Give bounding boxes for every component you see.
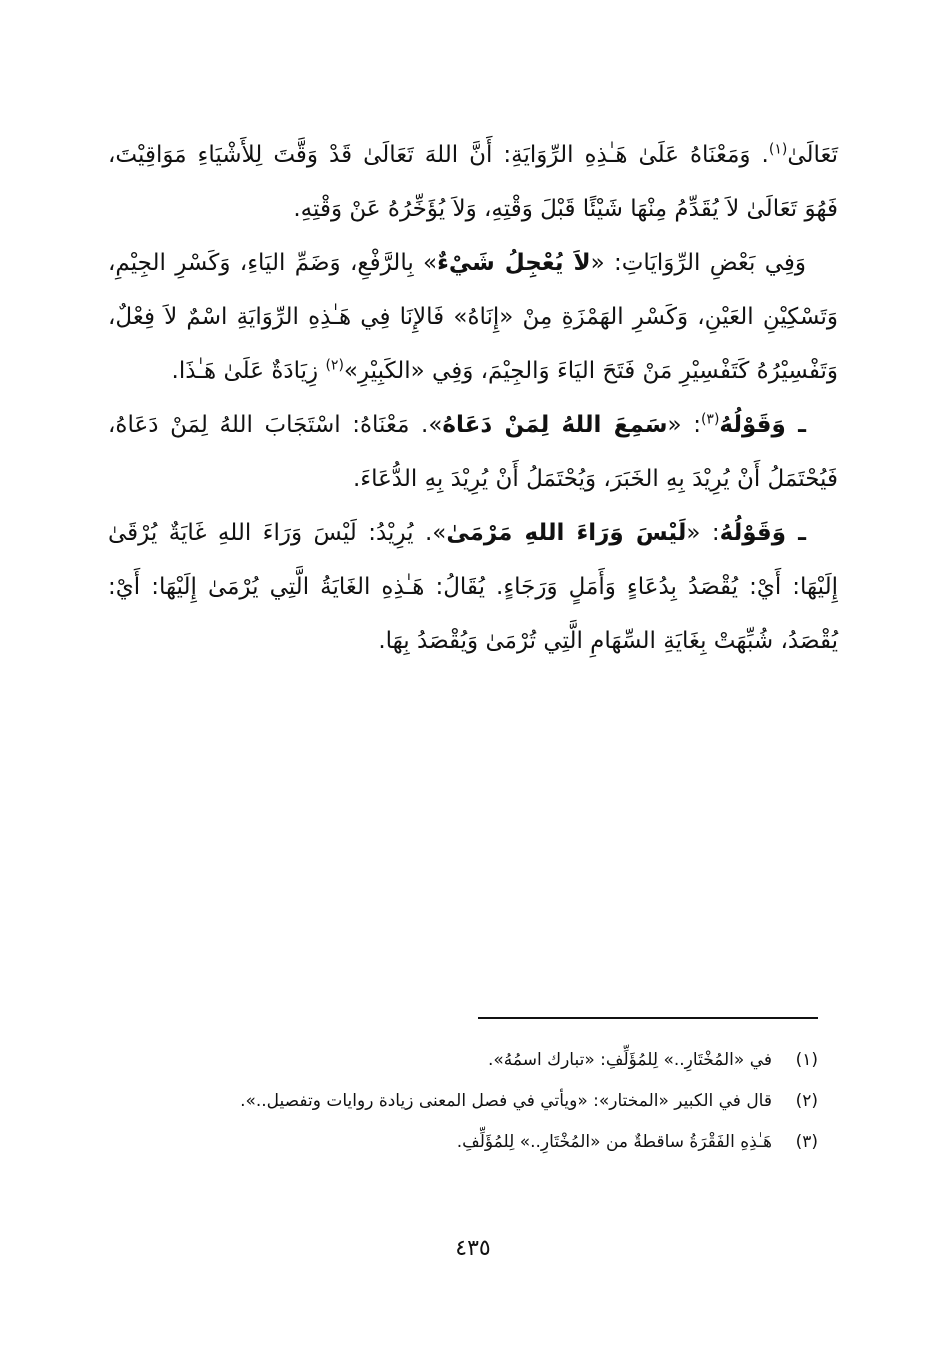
paragraph-1: [108, 128, 838, 236]
page-number: ٤٣٥: [455, 1236, 491, 1261]
footnote-number: (٢): [795, 1091, 818, 1111]
footnote-ref-2: (٢): [325, 357, 344, 374]
paragraph-1-start: تَعَالَىٰ: [787, 142, 838, 168]
footnote-2: [118, 1081, 818, 1122]
paragraph-3: [108, 398, 838, 506]
footnote-ref-3: (٣): [700, 411, 720, 428]
paragraph-4-start: : «: [686, 520, 720, 546]
footnote-ref-1: (١): [768, 141, 788, 158]
footnote-number: (٣): [795, 1132, 818, 1152]
paragraph-4-text: ». يُرِيْدُ: لَيْسَ وَرَاءَ اللهِ غَايَةٌ يُرْقَىٰ إِلَيْهَا: أَيْ: يُقْصَدُ بِدُعَاءٍ وَأَمَلٍ وَرَجَاءٍ. يُقَالُ: هَـٰذِهِ الغَايَةُ الَّتِي يُرْمَىٰ إِلَيْهَا: أَيْ: يُقْصَدُ، شُبِّهَتْ بِغَايَةِ السِّهَامِ الَّتِي تُرْمَىٰ وَيُقْصَدُ بِهَا.: [108, 520, 838, 654]
paragraph-4-lead: ـ وَقَوْلُهُ: [719, 520, 807, 546]
paragraph-3-start: : «: [667, 412, 701, 438]
paragraph-3-quote: سَمِعَ اللهُ لِمَنْ دَعَاهُ: [442, 412, 668, 438]
paragraph-3-text: ». مَعْنَاهُ: اسْتَجَابَ اللهُ لِمَنْ دَعَاهُ، فَيُحْتَمَلُ أَنْ يُرِيْدَ بِهِ الخَبَرَ، وَيُحْتَمَلُ أَنْ يُرِيْدَ بِهِ الدُّعَاءَ.: [108, 412, 838, 492]
paragraph-2-end: زِيَادَةٌ عَلَىٰ هَـٰذَا.: [171, 358, 326, 384]
paragraph-1-text: . وَمَعْنَاهُ عَلَىٰ هَـٰذِهِ الرِّوَايَةِ: أَنَّ اللهَ تَعَالَىٰ قَدْ وَقَّتَ لِلأَشْيَاءِ مَوَاقِيْتَ، فَهُوَ تَعَالَىٰ لاَ يُقَدِّمُ مِنْهَا شَيْئًا قَبْلَ وَقْتِهِ، وَلاَ يُؤَخِّرُهُ عَنْ وَقْتِهِ.: [108, 142, 838, 222]
paragraph-2-text: » بِالرَّفْعِ، وَضَمِّ اليَاءِ، وَكَسْرِ الجِيْمِ، وَتَسْكِيْنِ العَيْنِ، وَكَسْرِ الهَمْزَةِ مِنْ «إِنَاهُ» فَالإِنَا فِي هَـٰذِهِ الرِّوَايَةِ اسْمٌ لاَ فِعْلٌ، وَتَفْسِيْرُهُ كَتَفْسِيْرِ مَنْ فَتَحَ اليَاءَ وَالجِيْمَ، وَفِي «الكَبِيْرِ»: [108, 250, 838, 384]
paragraph-2-quote: لاَ يُعْجِلُ شَيْءٌ: [437, 250, 591, 276]
paragraph-2: [108, 236, 838, 398]
footnote-text: قال في الكبير «المختار»: «ويأتي في فصل المعنى زيادة روايات وتفصيل..».: [240, 1091, 772, 1111]
paragraph-4-quote: لَيْسَ وَرَاءَ اللهِ مَرْمَىٰ: [446, 520, 687, 546]
footnotes: [118, 1040, 818, 1163]
footnote-divider: [478, 1017, 818, 1019]
footnote-3: [118, 1122, 818, 1163]
paragraph-3-lead: ـ وَقَوْلُهُ: [719, 412, 806, 438]
footnote-text: هَـٰذِهِ الفَقْرَةُ ساقطةٌ من «المُخْتَارِ..» لِلمُؤَلِّفِ.: [456, 1132, 772, 1152]
footnote-1: [118, 1040, 818, 1081]
paragraph-2-start: وَفِي بَعْضِ الرِّوَايَاتِ: «: [590, 250, 806, 276]
footnote-text: في «المُخْتَارِ..» لِلمُؤَلِّفِ: «تبارك اسمُهُ».: [487, 1050, 772, 1070]
paragraph-4: [108, 506, 838, 668]
footnote-number: (١): [795, 1050, 818, 1070]
main-text: [108, 128, 838, 668]
